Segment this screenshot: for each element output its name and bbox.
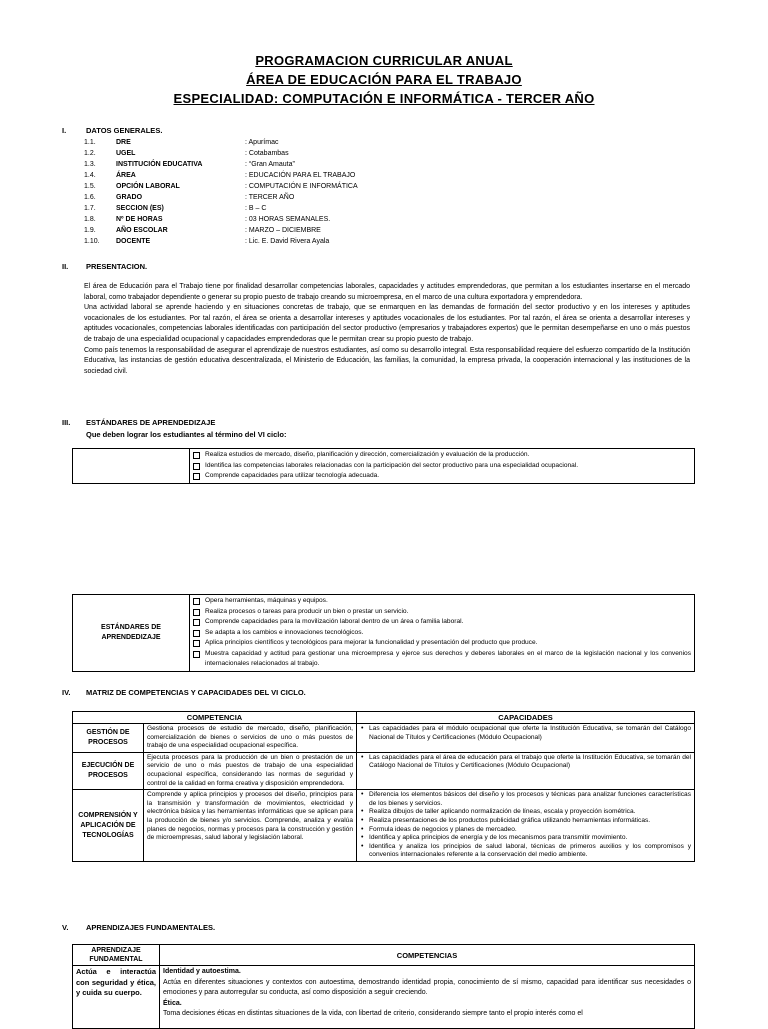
matrix-competencia-cell: Comprende y aplica principios y procesos del diseño, principios para la transmisión y transformación de movimientos, electricidad y electrónica básica y las herramientas informáticas que se aplican para la producción de bienes y/o servicios. Comprende, analiza y evalúa planes de negocios, normas y procesos para la construcción y gestión de microempresas, salud laboral y legislación laboral. xyxy=(144,790,357,862)
row-number: 1.8. xyxy=(84,216,96,223)
row-key: DRE xyxy=(116,139,131,146)
document-title: PROGRAMACION CURRICULAR ANUAL xyxy=(255,53,513,68)
row-number: 1.2. xyxy=(84,150,96,157)
capacidades-list xyxy=(360,725,691,742)
standard-item: Comprende capacidades para utilizar tecnología adecuada. xyxy=(193,471,691,482)
row-value: : B – C xyxy=(245,205,267,212)
standard-item: Realiza estudios de mercado, diseño, planificación y dirección, comercialización y evaluación de la producción. xyxy=(193,450,691,461)
capacidad-item: • Formula ideas de negocios y planes de mercadeo. xyxy=(360,826,691,835)
standards-intro: Que deben lograr los estudiantes al término del VI ciclo: xyxy=(86,430,287,439)
row-key: ÁREA xyxy=(116,172,136,179)
learning-header-aprendizaje: APRENDIZAJE FUNDAMENTAL xyxy=(73,945,160,966)
matrix-capacidades-cell xyxy=(357,790,695,862)
row-value: : Cotabambas xyxy=(245,150,289,157)
row-number: 1.10. xyxy=(84,238,100,245)
matrix-capacidades-cell xyxy=(357,752,695,789)
row-key: Nº DE HORAS xyxy=(116,216,163,223)
learning-competencies-cell xyxy=(160,966,695,1029)
row-value: : TERCER AÑO xyxy=(245,194,295,201)
matrix-header-capacidades: CAPACIDADES xyxy=(357,712,695,724)
standards-table-2 xyxy=(72,594,695,672)
general-data-row xyxy=(84,161,504,172)
section-label: PRESENTACION. xyxy=(86,262,148,271)
row-value: : EDUCACIÓN PARA EL TRABAJO xyxy=(245,172,356,179)
row-value: : COMPUTACIÓN E INFORMÁTICA xyxy=(245,183,358,190)
standard-item: Se adapta a los cambios e innovaciones tecnológicos. xyxy=(193,628,691,639)
standards-label-cell xyxy=(73,595,190,672)
capacidad-item: • Las capacidades para el área de educación para el trabajo que oferte la Institución Educativa, se tomarán del Catálogo Nacional de Títulos y Certificaciones (Módulo Ocupacional) xyxy=(360,754,691,771)
section-heading-aprendizajes xyxy=(62,923,462,933)
row-key: AÑO ESCOLAR xyxy=(116,227,168,234)
standard-item: Muestra capacidad y actitud para gestionar una microempresa y ejerce sus derechos y deberes laborales en el marco de la legislación nacional y los convenios internacionales relacionados al trabajo. xyxy=(193,649,691,670)
section-number: IV. xyxy=(62,688,71,697)
document-area-title: ÁREA DE EDUCACIÓN PARA EL TRABAJO xyxy=(246,72,522,87)
row-value: : 03 HORAS SEMANALES. xyxy=(245,216,331,223)
general-data-row xyxy=(84,139,504,150)
standard-item: Comprende capacidades para la movilización laboral dentro de un área o familia laboral. xyxy=(193,617,691,628)
row-key: OPCIÓN LABORAL xyxy=(116,183,180,190)
matrix-row xyxy=(73,752,695,789)
presentation-paragraph: Como país tenemos la responsabilidad de asegurar el aprendizaje de nuestros estudiantes, así como su desarrollo integral. Esta responsabilidad requiere del esfuerzo compartido de la Institución Educativa, las instancias de gestión educativa descentralizada, el Ministerio de Educación, las familias, la comunidad, la empresa privada, la cooperación internacional y las instituciones de la sociedad civil. xyxy=(84,346,690,375)
matrix-row-label: EJECUCIÓN DE PROCESOS xyxy=(73,752,144,789)
matrix-header-competencia: COMPETENCIA xyxy=(73,712,357,724)
standard-item: Aplica principios científicos y tecnológicos para mejorar la funcionalidad y presentación del producto que produce. xyxy=(193,638,691,649)
standards-table-2-items-cell xyxy=(190,595,695,672)
matrix-row-label: COMPRENSIÓN Y APLICACIÓN DE TECNOLOGÍAS xyxy=(73,790,144,862)
fundamental-learning-table xyxy=(72,944,695,1029)
matrix-capacidades-cell xyxy=(357,724,695,753)
capacidades-list xyxy=(360,791,691,860)
general-data-row xyxy=(84,172,504,183)
row-number: 1.9. xyxy=(84,227,96,234)
row-key: GRADO xyxy=(116,194,143,201)
matrix-body xyxy=(73,724,695,862)
standard-item: Opera herramientas, máquinas y equipos. xyxy=(193,596,691,607)
row-value: : “Gran Amauta” xyxy=(245,161,295,168)
section-heading-matriz xyxy=(62,688,462,698)
row-number: 1.6. xyxy=(84,194,96,201)
row-value: : Lic. E. David Rivera Ayala xyxy=(245,238,330,245)
competencies-matrix-table xyxy=(72,711,695,862)
general-data-row xyxy=(84,238,504,249)
section-heading-datos-generales xyxy=(62,126,362,136)
presentation-paragraph: El área de Educación para el Trabajo tiene por finalidad desarrollar competencias laborales, capacidades y actitudes emprendedoras, que permitan a los estudiantes insertarse en el mercado laboral, como trabajador dependiente o generar su propio puesto de trabajo creando su microempresa, en el marco de una cultura exportadora y emprendedora. xyxy=(84,283,690,301)
presentation-paragraph: Una actividad laboral se aprende haciendo y en situaciones concretas de trabajo, que se enmarquen en las demandas de formación del sector productivo y en los intereses y aptitudes vocacionales de los estudiantes. Por tal razón, el área se orienta a desarrollar intereses y aptitudes vocacionales de los estudiantes. Por tal razón, el área se orienta a desarrollar intereses y aptitudes vocacionales, competencias laborales identificadas con participación del sector productivo (empresarios y trabajadores expertos) que le permitan desempeñarse en uno o más puestos de trabajo de una especialidad ocupacional y capacidades emprendedoras que le permitan crear su propio puesto de trabajo. xyxy=(84,304,690,343)
row-number: 1.3. xyxy=(84,161,96,168)
general-data-row xyxy=(84,150,504,161)
row-number: 1.5. xyxy=(84,183,96,190)
presentation-text xyxy=(84,282,690,377)
competency-heading: Ética. xyxy=(163,999,182,1007)
matrix-row-label: GESTIÓN DE PROCESOS xyxy=(73,724,144,753)
standards-label: ESTÁNDARES DE APRENDEDIZAJE xyxy=(101,623,161,641)
matrix-competencia-cell: Ejecuta procesos para la producción de un bien o prestación de un servicio de uno o más puestos de trabajo de una especialidad ocupacional específica, considerando las normas de seguridad y control de la calidad en forma creativa y disposición emprendedora. xyxy=(144,752,357,789)
section-heading-presentacion xyxy=(62,262,362,272)
matrix-row xyxy=(73,724,695,753)
capacidad-item: • Realiza dibujos de taller aplicando normalización de líneas, escala y proyección isométrica. xyxy=(360,808,691,817)
standards-table-1-empty-cell xyxy=(73,449,190,484)
standards-list-2 xyxy=(193,596,691,670)
general-data-row xyxy=(84,205,504,216)
matrix-row xyxy=(73,790,695,862)
learning-fundamental-cell: Actúa e interactúa con seguridad y ética, y cuida su cuerpo. xyxy=(73,966,160,1029)
section-number: II. xyxy=(62,262,69,271)
document-specialty-title: ESPECIALIDAD: COMPUTACIÓN E INFORMÁTICA - TERCER AÑO xyxy=(173,91,595,106)
standards-list-1 xyxy=(193,450,691,482)
row-key: DOCENTE xyxy=(116,238,151,245)
standard-item: Realiza procesos o tareas para producir un bien o prestar un servicio. xyxy=(193,607,691,618)
section-number: I. xyxy=(62,126,67,135)
capacidad-item: • Diferencia los elementos básicos del diseño y los procesos y técnicas para analizar funciones características de los bienes y servicios. xyxy=(360,791,691,808)
section-label: DATOS GENERALES. xyxy=(86,126,163,135)
row-value: : MARZO – DICIEMBRE xyxy=(245,227,321,234)
section-number: III. xyxy=(62,418,71,427)
standard-item: Identifica las competencias laborales relacionadas con la participación del sector productivo para una especialidad ocupacional. xyxy=(193,461,691,472)
capacidades-list xyxy=(360,754,691,771)
competency-description: Toma decisiones éticas en distintas situaciones de la vida, con libertad de criterio, considerando siempre tanto el propio interés como el xyxy=(163,1010,583,1017)
section-label: ESTÁNDARES DE APRENDEDIZAJE xyxy=(86,418,216,427)
row-number: 1.4. xyxy=(84,172,96,179)
section-label: APRENDIZAJES FUNDAMENTALES. xyxy=(86,923,216,932)
competency-heading: Identidad y autoestima. xyxy=(163,968,241,975)
matrix-competencia-cell: Gestiona procesos de estudio de mercado, diseño, planificación, comercialización de bienes o servicios de uno o más puestos de trabajo de una especialidad ocupacional específica. xyxy=(144,724,357,753)
row-key: SECCION (ES) xyxy=(116,205,164,212)
general-data-row xyxy=(84,227,504,238)
section-label: MATRIZ DE COMPETENCIAS Y CAPACIDADES DEL VI CICLO. xyxy=(86,688,306,697)
competency-description: Actúa en diferentes situaciones y contextos con autoestima, demostrando identidad propia, conocimiento de sí mismo, capacidad para identificar sus necesidades o emociones y para autorregular su conducta, así como disposición a seguir creciendo. xyxy=(163,978,691,996)
row-key: INSTITUCIÓN EDUCATIVA xyxy=(116,161,203,168)
learning-header-competencias: COMPETENCIAS xyxy=(160,945,695,966)
row-value: : Apurímac xyxy=(245,139,279,146)
general-data-row xyxy=(84,216,504,227)
section-heading-estandares xyxy=(62,418,362,428)
row-number: 1.7. xyxy=(84,205,96,212)
general-data-row xyxy=(84,194,504,205)
capacidad-item: • Las capacidades para el módulo ocupacional que oferte la Institución Educativa, se tomarán del Catálogo Nacional de Títulos y Certificaciones (Módulo Ocupacional) xyxy=(360,725,691,742)
standards-table-1 xyxy=(72,448,695,484)
section-number: V. xyxy=(62,923,69,932)
capacidad-item: • Identifica y analiza los principios de salud laboral, técnicas de primeros auxilios y los compromisos y convenios internacionales referente a la conservación del medio ambiente. xyxy=(360,843,691,860)
capacidad-item: • Identifica y aplica principios de energía y de los mecanismos para transmitir movimiento. xyxy=(360,834,691,843)
row-number: 1.1. xyxy=(84,139,96,146)
standards-table-1-items-cell xyxy=(190,449,695,484)
row-key: UGEL xyxy=(116,150,136,157)
general-data-row xyxy=(84,183,504,194)
capacidad-item: • Realiza presentaciones de los productos publicidad gráfica utilizando herramientas informáticas. xyxy=(360,817,691,826)
